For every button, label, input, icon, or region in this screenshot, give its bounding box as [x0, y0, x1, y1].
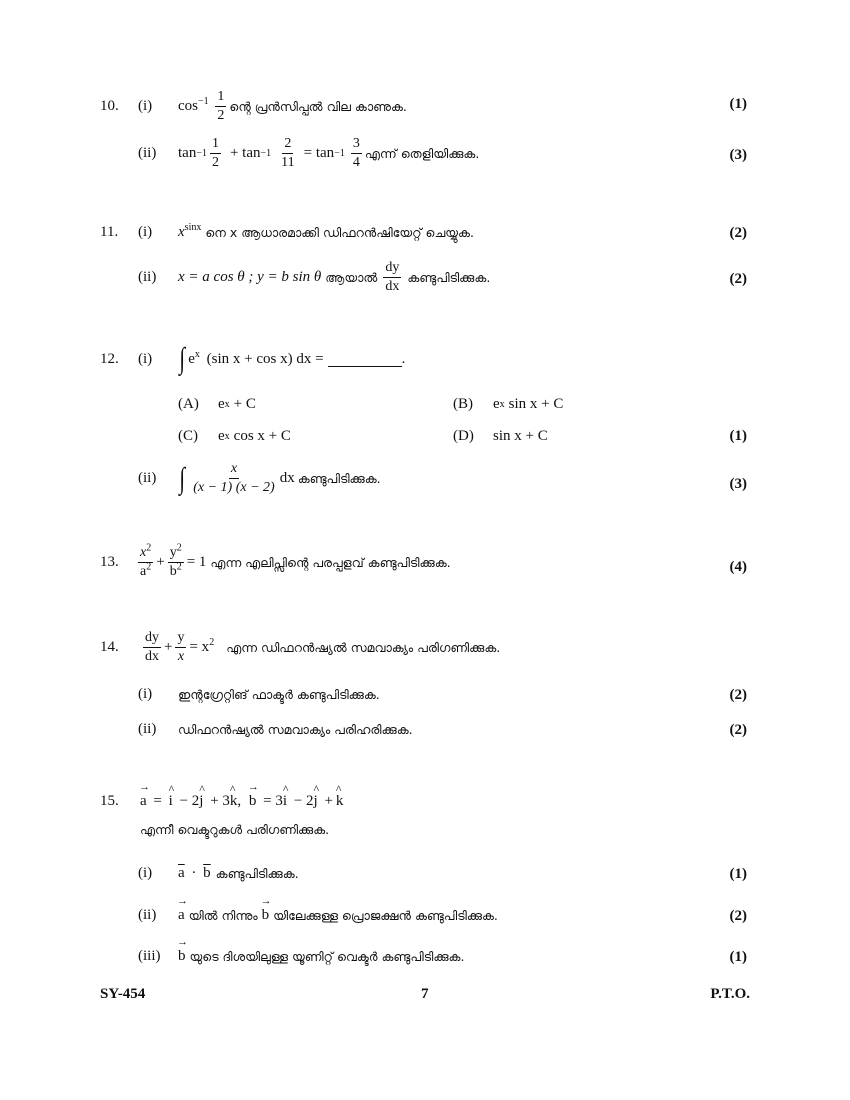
- marks: (2): [729, 225, 747, 241]
- q15-iii-line: [138, 948, 464, 965]
- sub-label: (i): [138, 686, 153, 702]
- option-c: (C) e x cos x + C: [178, 428, 291, 444]
- q14-ii-line: [138, 721, 413, 738]
- marks: (4): [729, 559, 747, 575]
- question-text: എന്ന ഡിഫറൻഷ്യൽ സമവാക്യം പരിഗണിക്കുക.: [226, 639, 501, 655]
- question-text: കണ്ടുപിടിക്കുക.: [407, 269, 491, 285]
- q15-ii-line: [138, 907, 498, 924]
- question-text: ആയാൽ: [325, 269, 378, 285]
- math-expression: tan −1 $\frac{1}{2}$ + tan −1 $\frac{2}{11}$ = tan −1 $\frac{3}{4}$: [178, 136, 360, 170]
- marks: (2): [729, 908, 747, 924]
- sub-label: (i): [138, 865, 153, 881]
- marks: (3): [729, 476, 747, 492]
- sub-label: (ii): [138, 907, 157, 923]
- q14-line: 14. $\frac{dy}{dx}$ + $\frac{y}{x}$ = $x^2$ എന്ന ഡിഫറൻഷ്യൽ സമവാക്യം പരിഗണിക്കുക.: [100, 630, 501, 664]
- marks: (2): [729, 722, 747, 738]
- option-b: (B) e x sin x + C: [453, 396, 564, 412]
- sub-label: (i): [138, 224, 153, 240]
- marks: (2): [729, 271, 747, 287]
- vector-a: → a: [178, 907, 185, 924]
- marks: (1): [729, 949, 747, 965]
- question-text: എന്ന് തെളിയിക്കുക.: [364, 145, 480, 161]
- sub-label: (ii): [138, 470, 157, 486]
- sub-label: (ii): [138, 145, 157, 161]
- q12-ii-line: [138, 462, 381, 495]
- question-text: യുടെ ദിശയിലുള്ള യൂണിറ്റ് വെക്ടർ കണ്ടുപിടിക്കുക.: [189, 948, 465, 964]
- q12-i-line: 12. (i) ∫ $e^x$ (sin x + cos x) dx = .: [100, 342, 406, 375]
- question-text: കണ്ടുപിടിക്കുക.: [215, 865, 299, 881]
- math-expression: $e^x$ (sin x + cos x) dx =: [188, 348, 324, 367]
- q15-i-line: [138, 865, 299, 882]
- question-text: എന്നീ വെക്ടറുകൾ പരിഗണിക്കുക.: [140, 822, 330, 837]
- question-text: എന്ന എലിപ്സിന്റെ പരപ്പളവ് കണ്ടുപിടിക്കുക.: [210, 554, 451, 570]
- q10-i-line: [100, 90, 407, 123]
- question-number: 11.: [100, 224, 119, 240]
- question-number: 15.: [100, 793, 119, 809]
- page-number: 7: [421, 986, 429, 1002]
- pto-label: P.T.O.: [710, 986, 750, 1002]
- fraction: $\frac{x^2}{a^2}$: [140, 542, 152, 579]
- sub-label: (i): [138, 350, 153, 367]
- math-expression: dx: [279, 470, 295, 486]
- integral-sign: ∫: [179, 342, 185, 375]
- question-text: ഇന്റഗ്രേറ്റിങ് ഫാക്ടർ കണ്ടുപിടിക്കുക.: [178, 686, 380, 702]
- math-expression: $\cos^{-1}$ $\frac{1}{2}$: [178, 89, 225, 123]
- vector-expression: → a = ^ i − 2^ j + 3^ k, → b = 3^ i − 2^ j + ^ k: [140, 793, 343, 810]
- fraction: $\frac{dy}{dx}$: [385, 260, 400, 294]
- q15-line: [100, 793, 343, 810]
- question-text: കണ്ടുപിടിക്കുക.: [297, 470, 381, 486]
- answer-blank: [328, 352, 402, 367]
- option-d: (D) sin x + C: [453, 428, 548, 444]
- marks: (1): [729, 428, 747, 444]
- math-expression: x = a cos θ ; y = b sin θ: [178, 269, 322, 285]
- sub-label: (iii): [138, 948, 161, 964]
- question-text: യിലേക്കുള്ള പ്രൊജക്ഷൻ കണ്ടുപിടിക്കുക.: [273, 907, 498, 923]
- marks: (1): [729, 866, 747, 882]
- q14-i-line: [138, 686, 380, 703]
- question-number: 10.: [100, 98, 119, 114]
- q11-ii-line: [138, 261, 490, 294]
- sub-label: (ii): [138, 269, 157, 285]
- marks: (2): [729, 687, 747, 703]
- sub-label: (ii): [138, 721, 157, 737]
- integral-sign: ∫: [179, 461, 185, 495]
- fraction: $\frac{y^2}{b^2}$: [169, 542, 182, 579]
- q11-i-line: [100, 224, 474, 241]
- vector-expression: $\overline{a} \cdot \overline{b}$: [178, 865, 211, 881]
- paper-code: SY-454: [100, 986, 146, 1002]
- marks: (3): [729, 147, 747, 163]
- vector-b: → b: [262, 907, 270, 924]
- question-text: ഡിഫറൻഷ്യൽ സമവാക്യം പരിഹരിക്കുക.: [178, 721, 413, 737]
- question-text: യിൽ നിന്നും: [188, 907, 258, 923]
- question-text: ന്റെ പ്രൻസിപ്പൽ വില കാണുക.: [229, 98, 407, 114]
- vector-b: → b: [178, 948, 186, 965]
- fraction: $\frac{dy}{dx}$: [145, 630, 159, 664]
- question-text: നെ x ആധാരമാക്കി ഡിഫറൻഷിയേറ്റ് ചെയ്യുക.: [205, 224, 474, 240]
- sub-label: (i): [138, 98, 153, 114]
- q15-text-line: [140, 822, 329, 838]
- math-expression: $x^{sinx}$: [178, 222, 202, 240]
- q10-ii-line: [138, 137, 479, 170]
- question-number: 13.: [100, 554, 119, 570]
- marks: (1): [729, 96, 747, 112]
- fraction: $\frac{y}{x}$: [177, 630, 185, 664]
- fraction: $\frac{x}{(x - 1) (x - 2)}$: [193, 461, 275, 495]
- q13-line: 13. $\frac{x^2}{a^2}$ + $\frac{y^2}{b^2}$ = 1 എന്ന എലിപ്സിന്റെ പരപ്പളവ് കണ്ടുപിടിക്കുക.: [100, 542, 451, 579]
- question-number: 12.: [100, 350, 119, 367]
- option-a: (A) e x + C: [178, 396, 256, 412]
- question-number: 14.: [100, 639, 119, 655]
